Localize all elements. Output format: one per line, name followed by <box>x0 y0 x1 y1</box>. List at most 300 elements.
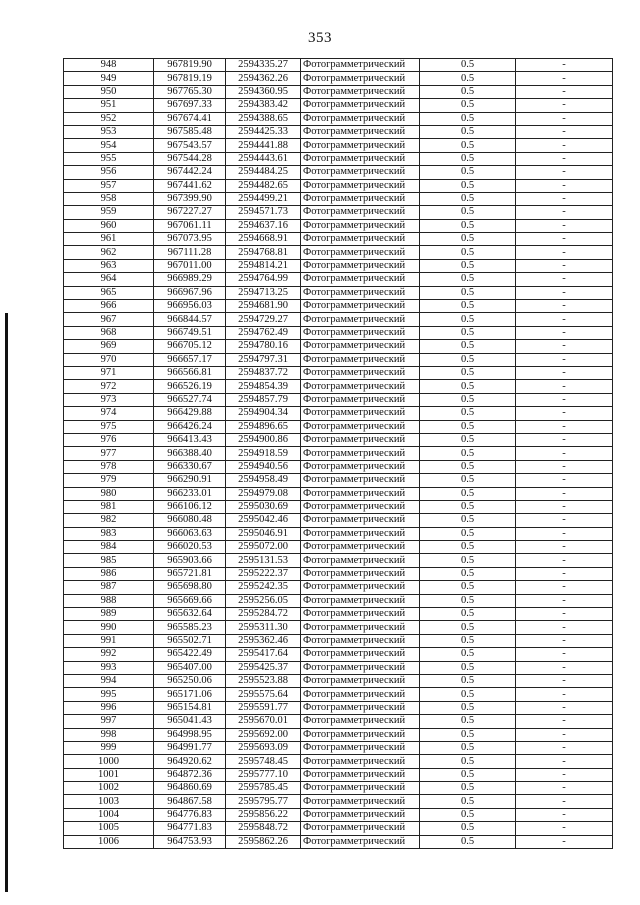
x-coordinate-cell: 967765.30 <box>154 85 226 98</box>
error-cell: 0.5 <box>420 340 516 353</box>
y-coordinate-cell: 2594958.49 <box>226 474 301 487</box>
dash-cell: - <box>516 206 613 219</box>
x-coordinate-cell: 966330.67 <box>154 460 226 473</box>
point-number-cell: 955 <box>64 152 154 165</box>
error-cell: 0.5 <box>420 514 516 527</box>
x-coordinate-cell: 967697.33 <box>154 99 226 112</box>
y-coordinate-cell: 2595030.69 <box>226 500 301 513</box>
method-cell: Фотограмметрический <box>301 246 420 259</box>
x-coordinate-cell: 964771.83 <box>154 822 226 835</box>
dash-cell: - <box>516 233 613 246</box>
point-number-cell: 959 <box>64 206 154 219</box>
y-coordinate-cell: 2595311.30 <box>226 621 301 634</box>
y-coordinate-cell: 2595042.46 <box>226 514 301 527</box>
x-coordinate-cell: 965632.64 <box>154 608 226 621</box>
point-number-cell: 949 <box>64 72 154 85</box>
dash-cell: - <box>516 608 613 621</box>
method-cell: Фотограмметрический <box>301 407 420 420</box>
dash-cell: - <box>516 567 613 580</box>
point-number-cell: 957 <box>64 179 154 192</box>
error-cell: 0.5 <box>420 674 516 687</box>
dash-cell: - <box>516 407 613 420</box>
x-coordinate-cell: 965250.06 <box>154 674 226 687</box>
y-coordinate-cell: 2594940.56 <box>226 460 301 473</box>
x-coordinate-cell: 966967.96 <box>154 286 226 299</box>
table-row <box>64 460 613 473</box>
y-coordinate-cell: 2595131.53 <box>226 554 301 567</box>
table-row <box>64 246 613 259</box>
error-cell: 0.5 <box>420 688 516 701</box>
dash-cell: - <box>516 581 613 594</box>
error-cell: 0.5 <box>420 581 516 594</box>
error-cell: 0.5 <box>420 326 516 339</box>
point-number-cell: 962 <box>64 246 154 259</box>
x-coordinate-cell: 964872.36 <box>154 768 226 781</box>
y-coordinate-cell: 2594637.16 <box>226 219 301 232</box>
y-coordinate-cell: 2594499.21 <box>226 192 301 205</box>
method-cell: Фотограмметрический <box>301 741 420 754</box>
method-cell: Фотограмметрический <box>301 527 420 540</box>
x-coordinate-cell: 965903.66 <box>154 554 226 567</box>
point-number-cell: 1000 <box>64 755 154 768</box>
dash-cell: - <box>516 701 613 714</box>
x-coordinate-cell: 965407.00 <box>154 661 226 674</box>
dash-cell: - <box>516 728 613 741</box>
method-cell: Фотограмметрический <box>301 273 420 286</box>
method-cell: Фотограмметрический <box>301 433 420 446</box>
dash-cell: - <box>516 393 613 406</box>
table-row <box>64 179 613 192</box>
table-row <box>64 674 613 687</box>
method-cell: Фотограмметрический <box>301 608 420 621</box>
error-cell: 0.5 <box>420 487 516 500</box>
dash-cell: - <box>516 125 613 138</box>
error-cell: 0.5 <box>420 741 516 754</box>
error-cell: 0.5 <box>420 541 516 554</box>
error-cell: 0.5 <box>420 835 516 848</box>
dash-cell: - <box>516 594 613 607</box>
y-coordinate-cell: 2595523.88 <box>226 674 301 687</box>
dash-cell: - <box>516 286 613 299</box>
dash-cell: - <box>516 85 613 98</box>
point-number-cell: 956 <box>64 166 154 179</box>
table-row <box>64 541 613 554</box>
table-row <box>64 273 613 286</box>
table-row <box>64 487 613 500</box>
x-coordinate-cell: 967227.27 <box>154 206 226 219</box>
method-cell: Фотограмметрический <box>301 688 420 701</box>
error-cell: 0.5 <box>420 701 516 714</box>
dash-cell: - <box>516 152 613 165</box>
method-cell: Фотограмметрический <box>301 99 420 112</box>
y-coordinate-cell: 2594979.08 <box>226 487 301 500</box>
y-coordinate-cell: 2594362.26 <box>226 72 301 85</box>
x-coordinate-cell: 966566.81 <box>154 366 226 379</box>
method-cell: Фотограмметрический <box>301 634 420 647</box>
method-cell: Фотограмметрический <box>301 674 420 687</box>
table-row <box>64 768 613 781</box>
y-coordinate-cell: 2594768.81 <box>226 246 301 259</box>
table-row <box>64 608 613 621</box>
y-coordinate-cell: 2594797.31 <box>226 353 301 366</box>
x-coordinate-cell: 965171.06 <box>154 688 226 701</box>
method-cell: Фотограмметрический <box>301 661 420 674</box>
table-row <box>64 741 613 754</box>
y-coordinate-cell: 2594729.27 <box>226 313 301 326</box>
dash-cell: - <box>516 487 613 500</box>
x-coordinate-cell: 965154.81 <box>154 701 226 714</box>
error-cell: 0.5 <box>420 420 516 433</box>
y-coordinate-cell: 2595693.09 <box>226 741 301 754</box>
y-coordinate-cell: 2594854.39 <box>226 380 301 393</box>
x-coordinate-cell: 967585.48 <box>154 125 226 138</box>
table-row <box>64 166 613 179</box>
method-cell: Фотограмметрический <box>301 822 420 835</box>
x-coordinate-cell: 967011.00 <box>154 259 226 272</box>
x-coordinate-cell: 967111.28 <box>154 246 226 259</box>
table-row <box>64 661 613 674</box>
point-number-cell: 987 <box>64 581 154 594</box>
method-cell: Фотограмметрический <box>301 500 420 513</box>
y-coordinate-cell: 2594904.34 <box>226 407 301 420</box>
dash-cell: - <box>516 353 613 366</box>
point-number-cell: 996 <box>64 701 154 714</box>
error-cell: 0.5 <box>420 608 516 621</box>
dash-cell: - <box>516 179 613 192</box>
method-cell: Фотограмметрический <box>301 541 420 554</box>
error-cell: 0.5 <box>420 554 516 567</box>
x-coordinate-cell: 967674.41 <box>154 112 226 125</box>
table-row <box>64 567 613 580</box>
dash-cell: - <box>516 688 613 701</box>
dash-cell: - <box>516 621 613 634</box>
error-cell: 0.5 <box>420 99 516 112</box>
table-row <box>64 85 613 98</box>
x-coordinate-cell: 966989.29 <box>154 273 226 286</box>
dash-cell: - <box>516 661 613 674</box>
error-cell: 0.5 <box>420 313 516 326</box>
dash-cell: - <box>516 340 613 353</box>
y-coordinate-cell: 2594484.25 <box>226 166 301 179</box>
method-cell: Фотограмметрический <box>301 581 420 594</box>
dash-cell: - <box>516 112 613 125</box>
table-row <box>64 554 613 567</box>
method-cell: Фотограмметрический <box>301 782 420 795</box>
method-cell: Фотограмметрический <box>301 460 420 473</box>
table-row <box>64 192 613 205</box>
y-coordinate-cell: 2595284.72 <box>226 608 301 621</box>
x-coordinate-cell: 966388.40 <box>154 447 226 460</box>
dash-cell: - <box>516 715 613 728</box>
x-coordinate-cell: 966290.91 <box>154 474 226 487</box>
method-cell: Фотограмметрический <box>301 835 420 848</box>
x-coordinate-cell: 967061.11 <box>154 219 226 232</box>
x-coordinate-cell: 966020.53 <box>154 541 226 554</box>
x-coordinate-cell: 966526.19 <box>154 380 226 393</box>
method-cell: Фотограмметрический <box>301 326 420 339</box>
dash-cell: - <box>516 380 613 393</box>
point-number-cell: 988 <box>64 594 154 607</box>
method-cell: Фотограмметрический <box>301 166 420 179</box>
method-cell: Фотограмметрический <box>301 219 420 232</box>
error-cell: 0.5 <box>420 72 516 85</box>
error-cell: 0.5 <box>420 206 516 219</box>
point-number-cell: 980 <box>64 487 154 500</box>
y-coordinate-cell: 2595848.72 <box>226 822 301 835</box>
method-cell: Фотограмметрический <box>301 487 420 500</box>
point-number-cell: 998 <box>64 728 154 741</box>
x-coordinate-cell: 966705.12 <box>154 340 226 353</box>
point-number-cell: 958 <box>64 192 154 205</box>
table-row <box>64 219 613 232</box>
error-cell: 0.5 <box>420 500 516 513</box>
y-coordinate-cell: 2594335.27 <box>226 59 301 72</box>
y-coordinate-cell: 2594857.79 <box>226 393 301 406</box>
y-coordinate-cell: 2595575.64 <box>226 688 301 701</box>
y-coordinate-cell: 2595785.45 <box>226 782 301 795</box>
error-cell: 0.5 <box>420 728 516 741</box>
table-row <box>64 99 613 112</box>
method-cell: Фотограмметрический <box>301 514 420 527</box>
dash-cell: - <box>516 326 613 339</box>
table-row <box>64 728 613 741</box>
table-row <box>64 206 613 219</box>
dash-cell: - <box>516 474 613 487</box>
error-cell: 0.5 <box>420 219 516 232</box>
table-row <box>64 300 613 313</box>
x-coordinate-cell: 967819.90 <box>154 59 226 72</box>
point-number-cell: 1004 <box>64 808 154 821</box>
table-row <box>64 474 613 487</box>
point-number-cell: 973 <box>64 393 154 406</box>
point-number-cell: 951 <box>64 99 154 112</box>
dash-cell: - <box>516 741 613 754</box>
x-coordinate-cell: 966413.43 <box>154 433 226 446</box>
y-coordinate-cell: 2594571.73 <box>226 206 301 219</box>
y-coordinate-cell: 2594681.90 <box>226 300 301 313</box>
table-row <box>64 835 613 848</box>
dash-cell: - <box>516 447 613 460</box>
x-coordinate-cell: 964753.93 <box>154 835 226 848</box>
method-cell: Фотограмметрический <box>301 795 420 808</box>
point-number-cell: 1003 <box>64 795 154 808</box>
dash-cell: - <box>516 755 613 768</box>
point-number-cell: 968 <box>64 326 154 339</box>
y-coordinate-cell: 2595362.46 <box>226 634 301 647</box>
method-cell: Фотограмметрический <box>301 366 420 379</box>
y-coordinate-cell: 2594482.65 <box>226 179 301 192</box>
method-cell: Фотограмметрический <box>301 59 420 72</box>
dash-cell: - <box>516 822 613 835</box>
y-coordinate-cell: 2594780.16 <box>226 340 301 353</box>
method-cell: Фотограмметрический <box>301 621 420 634</box>
x-coordinate-cell: 964991.77 <box>154 741 226 754</box>
y-coordinate-cell: 2595256.05 <box>226 594 301 607</box>
table-row <box>64 701 613 714</box>
method-cell: Фотограмметрический <box>301 340 420 353</box>
table-row <box>64 715 613 728</box>
table-row <box>64 688 613 701</box>
method-cell: Фотограмметрический <box>301 755 420 768</box>
dash-cell: - <box>516 674 613 687</box>
y-coordinate-cell: 2595417.64 <box>226 648 301 661</box>
table-row <box>64 286 613 299</box>
table-row <box>64 500 613 513</box>
error-cell: 0.5 <box>420 246 516 259</box>
point-number-cell: 990 <box>64 621 154 634</box>
error-cell: 0.5 <box>420 567 516 580</box>
point-number-cell: 991 <box>64 634 154 647</box>
error-cell: 0.5 <box>420 300 516 313</box>
error-cell: 0.5 <box>420 621 516 634</box>
method-cell: Фотограмметрический <box>301 192 420 205</box>
x-coordinate-cell: 966063.63 <box>154 527 226 540</box>
y-coordinate-cell: 2595748.45 <box>226 755 301 768</box>
point-number-cell: 952 <box>64 112 154 125</box>
point-number-cell: 964 <box>64 273 154 286</box>
x-coordinate-cell: 966080.48 <box>154 514 226 527</box>
y-coordinate-cell: 2594918.59 <box>226 447 301 460</box>
point-number-cell: 1002 <box>64 782 154 795</box>
method-cell: Фотограмметрический <box>301 139 420 152</box>
point-number-cell: 948 <box>64 59 154 72</box>
point-number-cell: 970 <box>64 353 154 366</box>
y-coordinate-cell: 2594383.42 <box>226 99 301 112</box>
table-row <box>64 514 613 527</box>
error-cell: 0.5 <box>420 139 516 152</box>
y-coordinate-cell: 2594443.61 <box>226 152 301 165</box>
y-coordinate-cell: 2595856.22 <box>226 808 301 821</box>
x-coordinate-cell: 966233.01 <box>154 487 226 500</box>
table-row <box>64 795 613 808</box>
coordinates-table <box>63 58 613 849</box>
point-number-cell: 984 <box>64 541 154 554</box>
y-coordinate-cell: 2594900.86 <box>226 433 301 446</box>
dash-cell: - <box>516 554 613 567</box>
error-cell: 0.5 <box>420 233 516 246</box>
table-row <box>64 366 613 379</box>
table-row <box>64 340 613 353</box>
y-coordinate-cell: 2595222.37 <box>226 567 301 580</box>
method-cell: Фотограмметрический <box>301 393 420 406</box>
error-cell: 0.5 <box>420 380 516 393</box>
error-cell: 0.5 <box>420 112 516 125</box>
x-coordinate-cell: 964998.95 <box>154 728 226 741</box>
method-cell: Фотограмметрический <box>301 715 420 728</box>
point-number-cell: 975 <box>64 420 154 433</box>
y-coordinate-cell: 2594360.95 <box>226 85 301 98</box>
error-cell: 0.5 <box>420 366 516 379</box>
table-row <box>64 152 613 165</box>
dash-cell: - <box>516 139 613 152</box>
method-cell: Фотограмметрический <box>301 808 420 821</box>
dash-cell: - <box>516 192 613 205</box>
dash-cell: - <box>516 648 613 661</box>
dash-cell: - <box>516 782 613 795</box>
table-row <box>64 782 613 795</box>
point-number-cell: 969 <box>64 340 154 353</box>
point-number-cell: 965 <box>64 286 154 299</box>
table-row <box>64 420 613 433</box>
table-row <box>64 822 613 835</box>
x-coordinate-cell: 967073.95 <box>154 233 226 246</box>
dash-cell: - <box>516 527 613 540</box>
table-row <box>64 393 613 406</box>
method-cell: Фотограмметрический <box>301 125 420 138</box>
point-number-cell: 950 <box>64 85 154 98</box>
error-cell: 0.5 <box>420 768 516 781</box>
point-number-cell: 1005 <box>64 822 154 835</box>
dash-cell: - <box>516 835 613 848</box>
x-coordinate-cell: 965041.43 <box>154 715 226 728</box>
x-coordinate-cell: 967399.90 <box>154 192 226 205</box>
x-coordinate-cell: 965422.49 <box>154 648 226 661</box>
method-cell: Фотограмметрический <box>301 72 420 85</box>
y-coordinate-cell: 2594762.49 <box>226 326 301 339</box>
point-number-cell: 992 <box>64 648 154 661</box>
error-cell: 0.5 <box>420 460 516 473</box>
point-number-cell: 979 <box>64 474 154 487</box>
dash-cell: - <box>516 500 613 513</box>
error-cell: 0.5 <box>420 85 516 98</box>
point-number-cell: 976 <box>64 433 154 446</box>
y-coordinate-cell: 2595046.91 <box>226 527 301 540</box>
x-coordinate-cell: 966844.57 <box>154 313 226 326</box>
dash-cell: - <box>516 795 613 808</box>
error-cell: 0.5 <box>420 648 516 661</box>
table-row <box>64 621 613 634</box>
error-cell: 0.5 <box>420 808 516 821</box>
y-coordinate-cell: 2595777.10 <box>226 768 301 781</box>
error-cell: 0.5 <box>420 59 516 72</box>
error-cell: 0.5 <box>420 715 516 728</box>
point-number-cell: 953 <box>64 125 154 138</box>
method-cell: Фотограмметрический <box>301 259 420 272</box>
margin-bar <box>5 313 8 892</box>
y-coordinate-cell: 2595425.37 <box>226 661 301 674</box>
error-cell: 0.5 <box>420 822 516 835</box>
table-row <box>64 380 613 393</box>
error-cell: 0.5 <box>420 474 516 487</box>
table-row <box>64 581 613 594</box>
table-row <box>64 139 613 152</box>
dash-cell: - <box>516 460 613 473</box>
table-row <box>64 112 613 125</box>
y-coordinate-cell: 2595862.26 <box>226 835 301 848</box>
method-cell: Фотограмметрический <box>301 206 420 219</box>
point-number-cell: 983 <box>64 527 154 540</box>
x-coordinate-cell: 966749.51 <box>154 326 226 339</box>
x-coordinate-cell: 965585.23 <box>154 621 226 634</box>
method-cell: Фотограмметрический <box>301 594 420 607</box>
method-cell: Фотограмметрический <box>301 567 420 580</box>
table-row <box>64 313 613 326</box>
x-coordinate-cell: 967819.19 <box>154 72 226 85</box>
method-cell: Фотограмметрический <box>301 300 420 313</box>
y-coordinate-cell: 2595692.00 <box>226 728 301 741</box>
x-coordinate-cell: 966657.17 <box>154 353 226 366</box>
y-coordinate-cell: 2594713.25 <box>226 286 301 299</box>
y-coordinate-cell: 2594896.65 <box>226 420 301 433</box>
dash-cell: - <box>516 300 613 313</box>
point-number-cell: 960 <box>64 219 154 232</box>
point-number-cell: 972 <box>64 380 154 393</box>
point-number-cell: 986 <box>64 567 154 580</box>
method-cell: Фотограмметрический <box>301 648 420 661</box>
x-coordinate-cell: 966426.24 <box>154 420 226 433</box>
dash-cell: - <box>516 273 613 286</box>
method-cell: Фотограмметрический <box>301 447 420 460</box>
